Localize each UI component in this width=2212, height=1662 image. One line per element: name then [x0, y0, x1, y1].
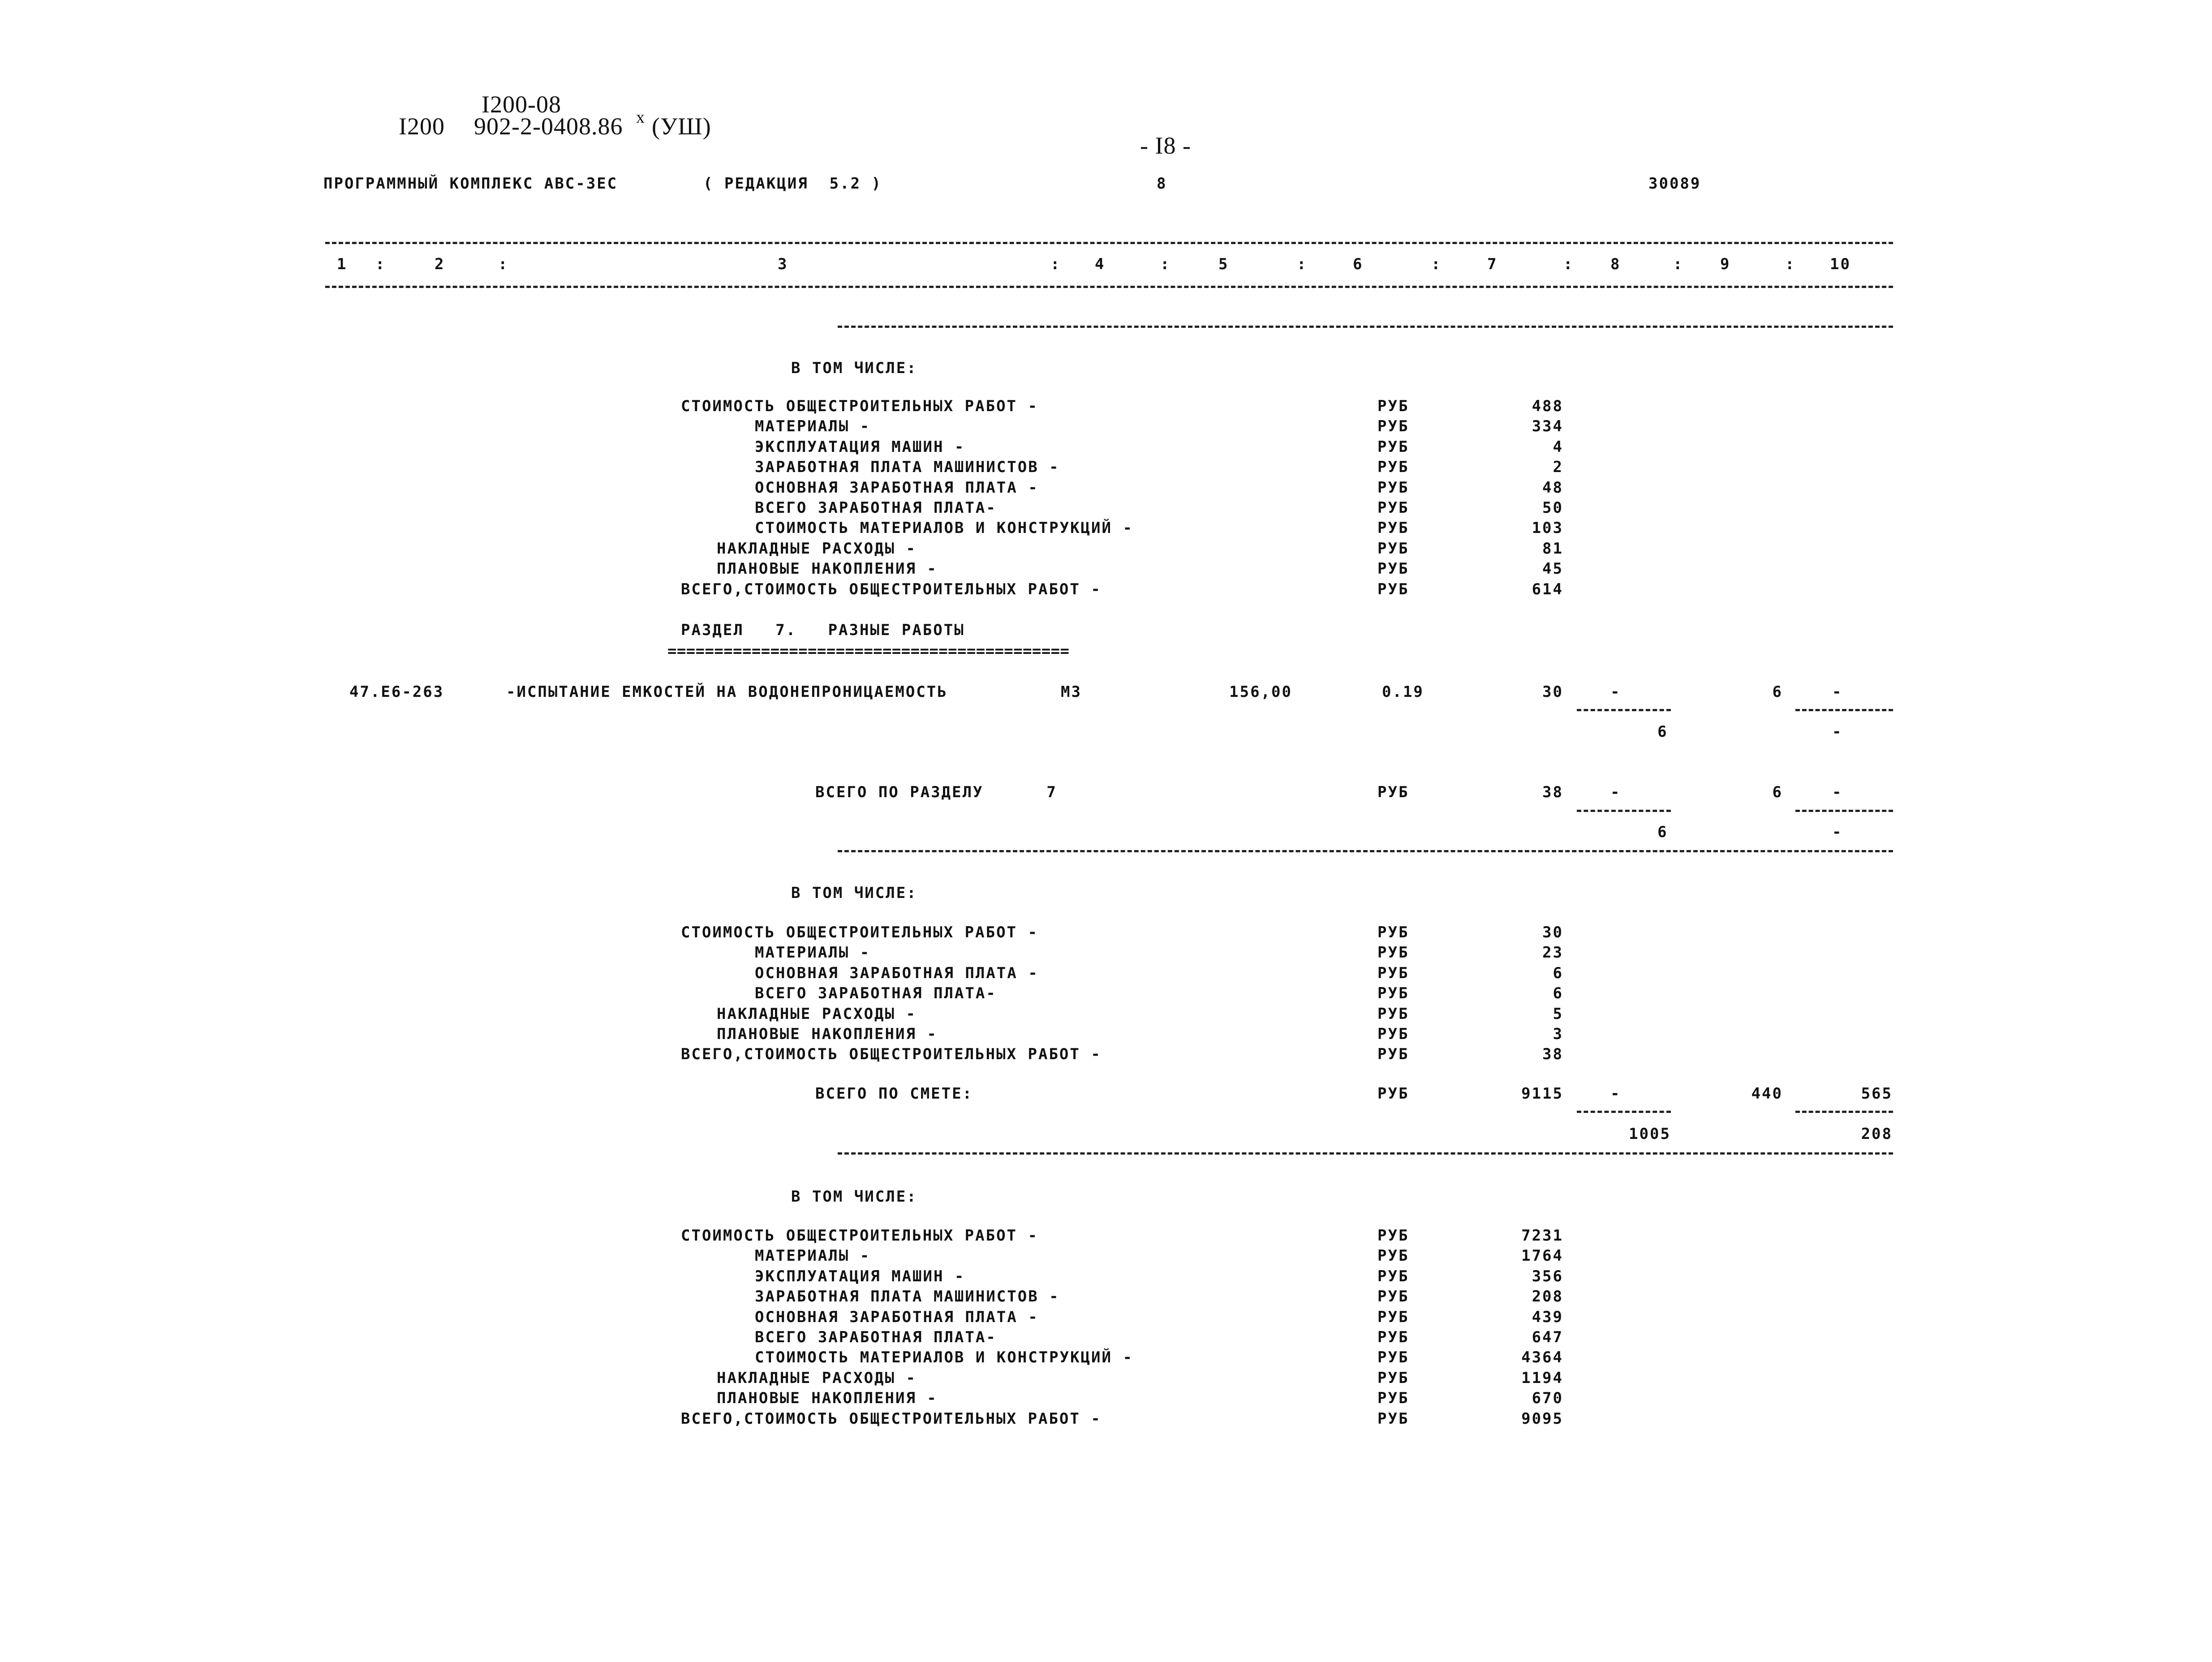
item-unit-price: 0.19 — [1382, 683, 1424, 701]
cost-label: МАТЕРИАЛЫ - — [755, 944, 871, 962]
cost-label: ПЛАНОВЫЕ НАКОПЛЕНИЯ - — [717, 1389, 938, 1407]
cost-unit: РУБ — [1377, 984, 1409, 1002]
column-number: 10 — [1830, 255, 1851, 273]
cost-value: 45 — [1542, 560, 1563, 578]
cost-label: ОСНОВНАЯ ЗАРАБОТНАЯ ПЛАТА - — [755, 479, 1039, 497]
cost-unit: РУБ — [1377, 1348, 1409, 1366]
column-separator: : — [1785, 255, 1796, 273]
document-code-prefix: I200 — [399, 113, 445, 140]
document-code-top: I200-08 — [482, 91, 561, 118]
section-total-sub-col8: 6 — [1657, 823, 1668, 841]
cost-unit: РУБ — [1377, 1045, 1409, 1063]
cost-value: 103 — [1532, 519, 1563, 537]
cost-label: ПЛАНОВЫЕ НАКОПЛЕНИЯ - — [717, 560, 938, 578]
section-total-col8: - — [1610, 783, 1621, 801]
cost-value: 334 — [1532, 417, 1563, 435]
cost-value: 6 — [1553, 984, 1563, 1002]
cost-value: 614 — [1532, 580, 1563, 598]
cost-unit: РУБ — [1377, 540, 1409, 558]
column-separator: : — [498, 255, 509, 273]
cost-value: 4 — [1553, 438, 1563, 456]
column-separator: : — [1431, 255, 1442, 273]
cost-unit: РУБ — [1377, 1389, 1409, 1407]
block-separator-rule — [838, 850, 1893, 852]
item-col10: - — [1832, 683, 1843, 701]
cost-label: ЗАРАБОТНАЯ ПЛАТА МАШИНИСТОВ - — [755, 458, 1060, 476]
column-separator: : — [1297, 255, 1308, 273]
cost-unit: РУБ — [1377, 1369, 1409, 1387]
item-code: 47.Е6-263 — [349, 683, 444, 701]
document-code-suffix: (УШ) — [652, 113, 711, 140]
column-separator: : — [1563, 255, 1574, 273]
cost-unit: РУБ — [1377, 1410, 1409, 1428]
block-separator-rule — [838, 1152, 1893, 1155]
table-top-rule — [325, 242, 1893, 244]
section-total-sub-col10: - — [1832, 823, 1843, 841]
column-separator: : — [1050, 255, 1061, 273]
column-separator: : — [1160, 255, 1171, 273]
item-name: -ИСПЫТАНИЕ ЕМКОСТЕЙ НА ВОДОНЕПРОНИЦАЕМОСТЬ — [506, 683, 948, 701]
section-title: РАЗДЕЛ 7. РАЗНЫЕ РАБОТЫ — [681, 621, 965, 639]
item-unit: М3 — [1061, 683, 1082, 701]
program-name: ПРОГРАММНЫЙ КОМПЛЕКС АВС-ЗЕС — [323, 175, 618, 193]
cost-label: СТОИМОСТЬ ОБЩЕСТРОИТЕЛЬНЫХ РАБОТ - — [681, 397, 1038, 415]
estimate-total-col8: - — [1610, 1085, 1621, 1103]
program-edition: ( РЕДАКЦИЯ 5.2 ) — [703, 175, 882, 193]
cost-value: 356 — [1532, 1267, 1563, 1285]
document-code-main: 902-2-0408.86 — [474, 113, 623, 140]
item-quantity: 156,00 — [1229, 683, 1292, 701]
item-col8: - — [1610, 683, 1621, 701]
column-number: 5 — [1218, 255, 1229, 273]
cost-unit: РУБ — [1377, 923, 1409, 941]
cost-value: 81 — [1542, 540, 1563, 558]
section-total-value: 38 — [1542, 783, 1563, 801]
item-sub-col8: 6 — [1657, 723, 1668, 741]
cost-unit: РУБ — [1377, 1247, 1409, 1265]
cost-value: 2 — [1553, 458, 1563, 476]
subtotal-rule — [1577, 709, 1671, 711]
estimate-total-sub-col8: 1005 — [1629, 1125, 1671, 1143]
column-number: 6 — [1353, 255, 1364, 273]
cost-unit: РУБ — [1377, 1227, 1409, 1245]
cost-value: 439 — [1532, 1308, 1563, 1326]
subtotal-rule — [1577, 810, 1671, 812]
subtotal-rule — [1795, 810, 1893, 812]
cost-value: 9095 — [1521, 1410, 1563, 1428]
subtotal-rule — [1795, 1111, 1893, 1113]
cost-label: ВСЕГО ЗАРАБОТНАЯ ПЛАТА- — [755, 984, 997, 1002]
block-heading: В ТОМ ЧИСЛЕ: — [791, 1188, 917, 1206]
cost-unit: РУБ — [1377, 1267, 1409, 1285]
cost-value: 48 — [1542, 479, 1563, 497]
cost-label: МАТЕРИАЛЫ - — [755, 1247, 871, 1265]
cost-label: НАКЛАДНЫЕ РАСХОДЫ - — [717, 1369, 917, 1387]
section-underline: =========================================== — [667, 642, 1070, 660]
cost-unit: РУБ — [1377, 458, 1409, 476]
item-sub-col10: - — [1832, 723, 1843, 741]
cost-label: ВСЕГО,СТОИМОСТЬ ОБЩЕСТРОИТЕЛЬНЫХ РАБОТ - — [681, 1410, 1102, 1428]
cost-label: НАКЛАДНЫЕ РАСХОДЫ - — [717, 540, 917, 558]
cost-value: 4364 — [1521, 1348, 1563, 1366]
cost-label: ВСЕГО,СТОИМОСТЬ ОБЩЕСТРОИТЕЛЬНЫХ РАБОТ - — [681, 1045, 1102, 1063]
column-number: 3 — [778, 255, 788, 273]
cost-value: 1194 — [1521, 1369, 1563, 1387]
cost-unit: РУБ — [1377, 438, 1409, 456]
cost-unit: РУБ — [1377, 499, 1409, 517]
column-number: 7 — [1487, 255, 1498, 273]
column-number: 9 — [1720, 255, 1731, 273]
section-total-label: ВСЕГО ПО РАЗДЕЛУ 7 — [815, 783, 1057, 801]
cost-unit: РУБ — [1377, 1308, 1409, 1326]
column-separator: : — [375, 255, 386, 273]
cost-label: ВСЕГО,СТОИМОСТЬ ОБЩЕСТРОИТЕЛЬНЫХ РАБОТ - — [681, 580, 1102, 598]
cost-value: 50 — [1542, 499, 1563, 517]
cost-unit: РУБ — [1377, 479, 1409, 497]
cost-value: 5 — [1553, 1005, 1563, 1023]
cost-label: СТОИМОСТЬ МАТЕРИАЛОВ И КОНСТРУКЦИЙ - — [755, 519, 1133, 537]
block-separator-rule — [838, 326, 1893, 328]
cost-unit: РУБ — [1377, 397, 1409, 415]
block-heading: В ТОМ ЧИСЛЕ: — [791, 884, 917, 902]
estimate-total-col10: 565 — [1861, 1085, 1893, 1103]
document-number: 30089 — [1648, 175, 1701, 193]
cost-value: 3 — [1553, 1025, 1563, 1043]
cost-label: ОСНОВНАЯ ЗАРАБОТНАЯ ПЛАТА - — [755, 1308, 1039, 1326]
cost-unit: РУБ — [1377, 560, 1409, 578]
estimate-total-unit: РУБ — [1377, 1085, 1409, 1103]
cost-unit: РУБ — [1377, 519, 1409, 537]
cost-value: 647 — [1532, 1328, 1563, 1346]
cost-label: ЭКСПЛУАТАЦИЯ МАШИН - — [755, 438, 965, 456]
column-separator: : — [1673, 255, 1684, 273]
section-total-unit: РУБ — [1377, 783, 1409, 801]
cost-unit: РУБ — [1377, 1005, 1409, 1023]
cost-label: ЗАРАБОТНАЯ ПЛАТА МАШИНИСТОВ - — [755, 1288, 1060, 1306]
cost-unit: РУБ — [1377, 1025, 1409, 1043]
cost-unit: РУБ — [1377, 1288, 1409, 1306]
estimate-total-col9: 440 — [1751, 1085, 1783, 1103]
cost-unit: РУБ — [1377, 417, 1409, 435]
column-number: 4 — [1095, 255, 1106, 273]
cost-value: 23 — [1542, 944, 1563, 962]
cost-value: 670 — [1532, 1389, 1563, 1407]
page-number: - I8 - — [1140, 132, 1191, 159]
cost-value: 38 — [1542, 1045, 1563, 1063]
cost-label: СТОИМОСТЬ ОБЩЕСТРОИТЕЛЬНЫХ РАБОТ - — [681, 1227, 1038, 1245]
cost-value: 488 — [1532, 397, 1563, 415]
cost-value: 7231 — [1521, 1227, 1563, 1245]
sheet-number: 8 — [1157, 175, 1167, 193]
column-number: 8 — [1610, 255, 1621, 273]
cost-label: СТОИМОСТЬ ОБЩЕСТРОИТЕЛЬНЫХ РАБОТ - — [681, 923, 1038, 941]
cost-label: НАКЛАДНЫЕ РАСХОДЫ - — [717, 1005, 917, 1023]
column-number: 2 — [435, 255, 445, 273]
section-total-col10: - — [1832, 783, 1843, 801]
estimate-total-label: ВСЕГО ПО СМЕТЕ: — [815, 1085, 973, 1103]
cost-unit: РУБ — [1377, 580, 1409, 598]
subtotal-rule — [1577, 1111, 1671, 1113]
cost-value: 1764 — [1521, 1247, 1563, 1265]
cost-label: МАТЕРИАЛЫ - — [755, 417, 871, 435]
block-heading: В ТОМ ЧИСЛЕ: — [791, 359, 917, 377]
estimate-total-value: 9115 — [1521, 1085, 1563, 1103]
cost-unit: РУБ — [1377, 944, 1409, 962]
cost-label: СТОИМОСТЬ МАТЕРИАЛОВ И КОНСТРУКЦИЙ - — [755, 1348, 1133, 1366]
table-header-rule — [325, 286, 1893, 288]
section-total-col9: 6 — [1772, 783, 1783, 801]
document-code-superscript: х — [636, 108, 645, 127]
item-total: 30 — [1542, 683, 1563, 701]
subtotal-rule — [1795, 709, 1893, 711]
cost-label: ВСЕГО ЗАРАБОТНАЯ ПЛАТА- — [755, 499, 997, 517]
item-col9: 6 — [1772, 683, 1783, 701]
cost-unit: РУБ — [1377, 964, 1409, 982]
cost-value: 6 — [1553, 964, 1563, 982]
cost-label: ВСЕГО ЗАРАБОТНАЯ ПЛАТА- — [755, 1328, 997, 1346]
cost-unit: РУБ — [1377, 1328, 1409, 1346]
estimate-total-sub-col10: 208 — [1861, 1125, 1893, 1143]
cost-value: 30 — [1542, 923, 1563, 941]
cost-label: ОСНОВНАЯ ЗАРАБОТНАЯ ПЛАТА - — [755, 964, 1039, 982]
cost-label: ЭКСПЛУАТАЦИЯ МАШИН - — [755, 1267, 965, 1285]
cost-label: ПЛАНОВЫЕ НАКОПЛЕНИЯ - — [717, 1025, 938, 1043]
cost-value: 208 — [1532, 1288, 1563, 1306]
column-number: 1 — [337, 255, 348, 273]
